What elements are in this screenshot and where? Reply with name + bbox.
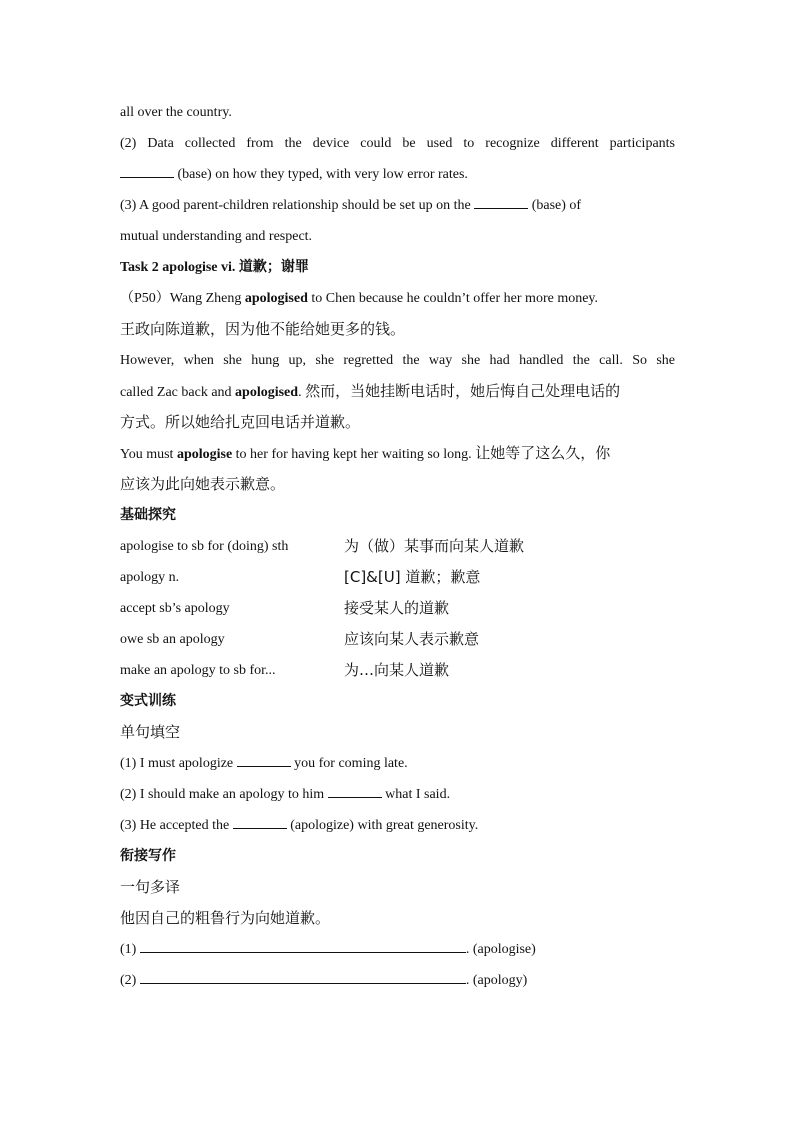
text: (1) I must apologize [120, 756, 237, 771]
subheading [120, 872, 675, 903]
phrase-en: make an apology to sb for... [120, 663, 276, 678]
task-title-zh: 道歉；谢罪 [238, 259, 309, 275]
subheading [120, 717, 675, 748]
answer-blank[interactable] [120, 163, 174, 178]
task-title: Task 2 apologise vi. [120, 260, 239, 275]
question-line [120, 810, 675, 841]
text: called Zac back and [120, 385, 236, 400]
phrase-en: apology n. [120, 570, 180, 585]
text-line [120, 97, 675, 128]
text: to Chen because he couldn’t offer her more money. [307, 291, 599, 306]
example-translation [120, 407, 675, 438]
text-line [120, 159, 675, 190]
text: (2) [120, 973, 140, 988]
example-line [120, 283, 675, 314]
phrase-row [120, 562, 675, 593]
text: You must [120, 447, 177, 462]
text: (3) A good parent-children relationship should be set up on the [120, 198, 475, 213]
subheading-text: 单句填空 [120, 723, 181, 741]
example-translation [120, 469, 675, 500]
prompt-text: 他因自己的粗鲁行为向她道歉。 [120, 909, 331, 927]
phrase-zh: [C]&[U] 道歉；歉意 [344, 568, 481, 586]
task-heading [120, 252, 675, 283]
text: . [298, 385, 306, 400]
text: you for coming late. [290, 756, 408, 771]
example-line [120, 438, 675, 469]
answer-line [120, 965, 675, 996]
text: 王政向陈道歉，因为他不能给她更多的钱。 [120, 320, 406, 338]
phrase-row [120, 593, 675, 624]
text: mutual understanding and respect. [120, 229, 313, 244]
keyword: apologised [235, 385, 299, 400]
text: 让她等了这么久，你 [475, 444, 611, 462]
text-line [120, 221, 675, 252]
phrase-row [120, 624, 675, 655]
answer-blank[interactable] [237, 752, 291, 767]
section-heading [120, 686, 675, 717]
text: what I said. [381, 787, 451, 802]
heading-text: 基础探究 [120, 507, 176, 523]
heading-text: 衔接写作 [120, 848, 176, 864]
text: (2) I should make an apology to him [120, 787, 328, 802]
text: 应该为此向她表示歉意。 [120, 475, 286, 493]
phrase-zh: 为…向某人道歉 [344, 661, 450, 679]
text: (1) [120, 942, 140, 957]
section-heading [120, 841, 675, 872]
answer-blank[interactable] [140, 969, 466, 984]
phrase-en: owe sb an apology [120, 632, 225, 647]
keyword: apologised [244, 291, 308, 306]
text: all over the country. [120, 105, 232, 120]
phrase-zh: 应该向某人表示歉意 [344, 630, 480, 648]
text: (apologize) with great generosity. [286, 818, 479, 833]
example-translation [120, 314, 675, 345]
text: (2) Data collected from the device could be used to recognize different participants [120, 136, 675, 151]
heading-text: 变式训练 [120, 693, 176, 709]
phrase-row [120, 531, 675, 562]
text: 方式。所以她给扎克回电话并道歉。 [120, 413, 361, 431]
example-line [120, 376, 675, 407]
question-line [120, 779, 675, 810]
answer-blank[interactable] [474, 194, 528, 209]
text: 然而，当她挂断电话时，她后悔自己处理电话的 [305, 382, 621, 400]
text: (base) of [528, 198, 582, 213]
answer-line [120, 934, 675, 965]
answer-blank[interactable] [233, 814, 287, 829]
text: (3) He accepted the [120, 818, 233, 833]
document-page [120, 97, 675, 996]
phrase-en: apologise to sb for (doing) sth [120, 539, 289, 554]
text: . (apologise) [465, 942, 536, 957]
answer-blank[interactable] [140, 938, 466, 953]
text: to her for having kept her waiting so long. [232, 447, 476, 462]
subheading-text: 一句多译 [120, 878, 181, 896]
phrase-row [120, 655, 675, 686]
text-line [120, 190, 675, 221]
text: However, when she hung up, she regretted the way she had handled the call. So she [120, 353, 675, 368]
text-line [120, 128, 675, 159]
section-heading [120, 500, 675, 531]
phrase-zh: 为（做）某事而向某人道歉 [344, 537, 525, 555]
text: (base) on how they typed, with very low error rates. [174, 167, 468, 182]
text: （P50）Wang Zheng [120, 291, 245, 306]
phrase-zh: 接受某人的道歉 [344, 599, 450, 617]
answer-blank[interactable] [328, 783, 382, 798]
phrase-en: accept sb’s apology [120, 601, 230, 616]
prompt-line [120, 903, 675, 934]
keyword: apologise [176, 447, 233, 462]
example-line [120, 345, 675, 376]
text: . (apology) [465, 973, 528, 988]
question-line [120, 748, 675, 779]
